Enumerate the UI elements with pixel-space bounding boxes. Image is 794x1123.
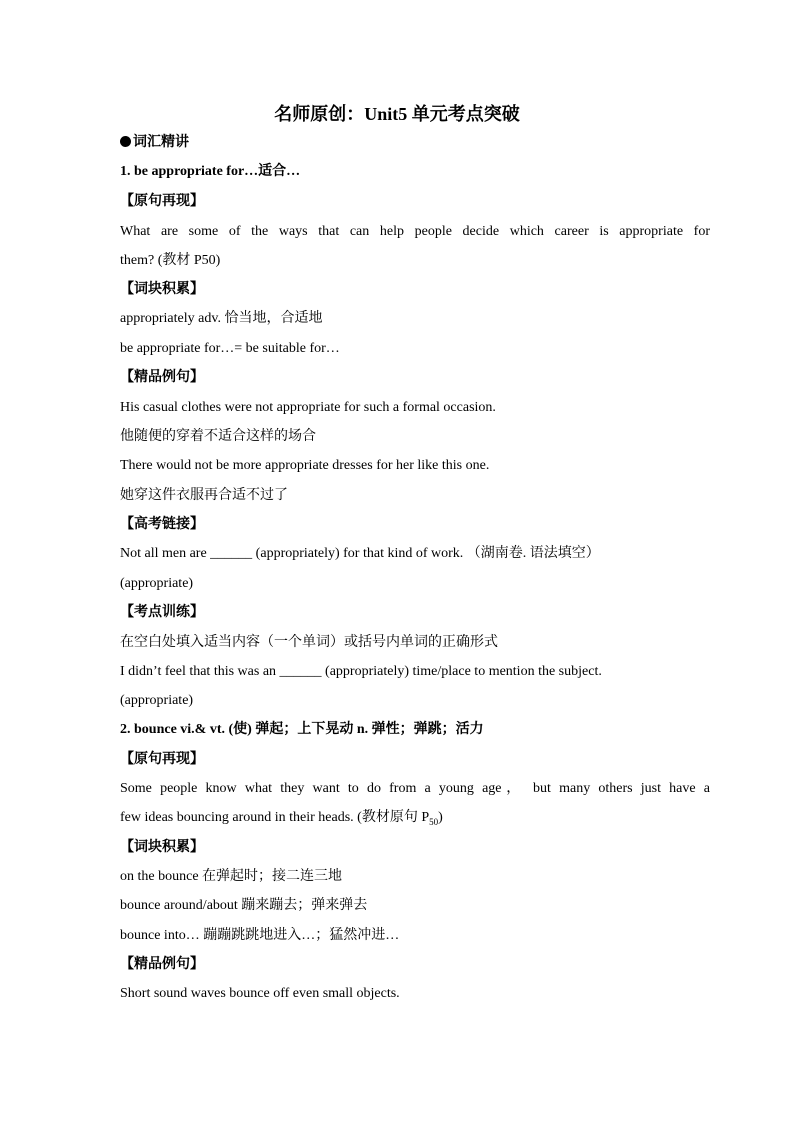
item-1-gaokao-line-2: (appropriate) — [120, 576, 194, 591]
item-2-source-page-subscript: 50 — [429, 816, 439, 827]
item-2-phrase-1: on the bounce 在弹起时；接二连三地 — [120, 869, 343, 884]
section-vocab-label: 词汇精讲 — [133, 134, 189, 150]
item-1-source-line-1: What are some of the ways that can help people decide which career is appropriate for — [120, 224, 710, 239]
page-title: 名师原创：Unit5 单元考点突破 — [274, 104, 520, 124]
item-1-training-header: 【考点训练】 — [120, 604, 204, 620]
item-2-source-line-2 — [120, 809, 710, 831]
item-1-source-line-2: them? (教材 P50) — [120, 253, 221, 268]
item-1-examples-header: 【精品例句】 — [120, 369, 204, 385]
item-1-gaokao-line-1: Not all men are ______ (appropriately) for that kind of work. （湖南卷. 语法填空） — [120, 546, 600, 561]
item-1-phrase-1: appropriately adv. 恰当地，合适地 — [120, 311, 323, 326]
item-2-heading: 2. bounce vi.& vt. (使) 弹起；上下晃动 n. 弹性；弹跳；活力 — [120, 722, 484, 737]
item-1-source-header: 【原句再现】 — [120, 193, 204, 209]
item-1-training-line-2: (appropriate) — [120, 693, 194, 708]
item-2-phrase-2: bounce around/about 蹦来蹦去；弹来弹去 — [120, 898, 368, 913]
section-heading-vocab — [120, 133, 710, 151]
item-1-heading: 1. be appropriate for…适合… — [120, 164, 301, 179]
item-2-source-header: 【原句再现】 — [120, 751, 204, 767]
item-2-source-line-2-end: ) — [438, 810, 443, 825]
bullet-icon — [120, 136, 131, 147]
item-1-example-1-zh: 他随便的穿着不适合这样的场合 — [120, 428, 316, 444]
item-1-phrases-header: 【词块积累】 — [120, 281, 204, 297]
item-2-source-line-2-text: few ideas bouncing around in their heads. (教材原句 P — [120, 810, 430, 825]
item-2-phrase-3: bounce into… 蹦蹦跳跳地进入…；猛然冲进… — [120, 928, 400, 943]
item-1-training-instruction: 在空白处填入适当内容（一个单词）或括号内单词的正确形式 — [120, 634, 498, 650]
item-1-phrase-2: be appropriate for…= be suitable for… — [120, 341, 340, 356]
item-2-examples-header: 【精品例句】 — [120, 956, 204, 972]
item-1-gaokao-header: 【高考链接】 — [120, 516, 204, 532]
item-1-example-2-en: There would not be more appropriate dresses for her like this one. — [120, 458, 490, 473]
item-2-source-line-1: Some people know what they want to do from a young age， but many others just have a — [120, 781, 710, 796]
item-1-example-2-zh: 她穿这件衣服再合适不过了 — [120, 487, 288, 503]
item-2-phrases-header: 【词块积累】 — [120, 839, 204, 855]
item-2-example-1-en: Short sound waves bounce off even small objects. — [120, 986, 400, 1001]
item-1-training-line-1: I didn’t feel that this was an ______ (appropriately) time/place to mention the subject. — [120, 664, 602, 679]
item-1-example-1-en: His casual clothes were not appropriate for such a formal occasion. — [120, 400, 496, 415]
